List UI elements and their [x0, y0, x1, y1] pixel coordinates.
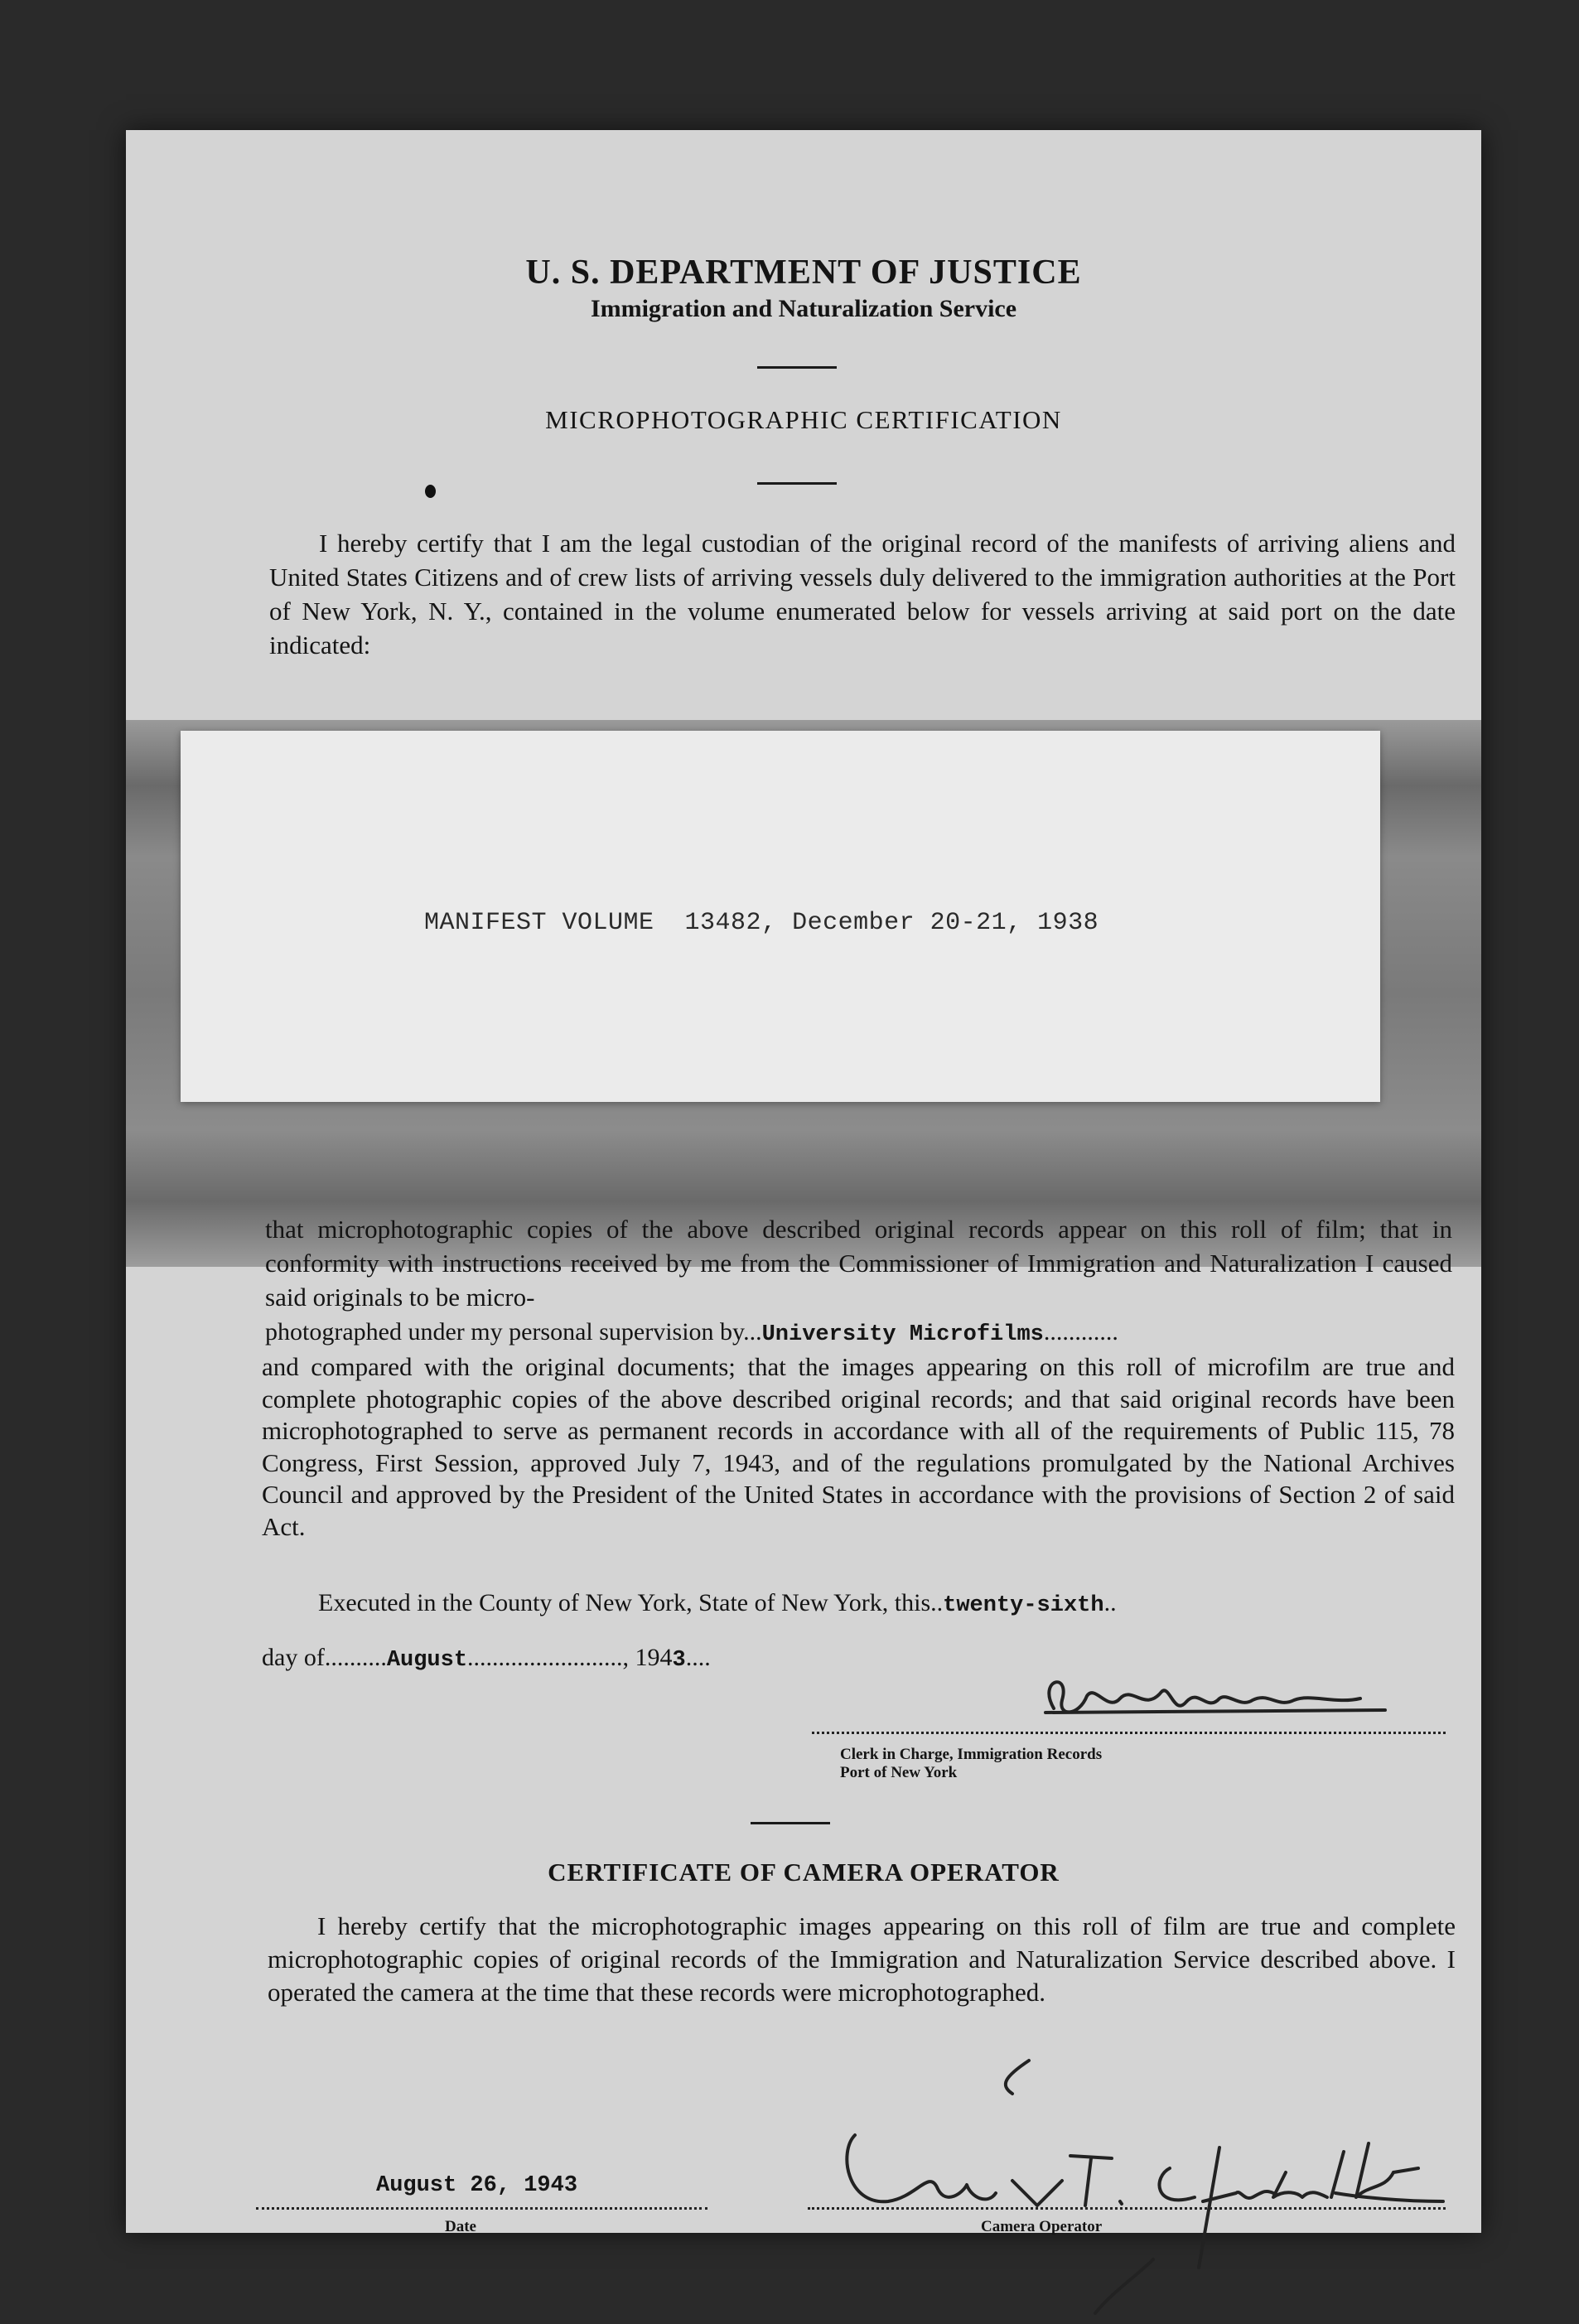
- date-line: day of..........August........................., 1943....: [262, 1644, 711, 1673]
- year-digit: 3: [672, 1648, 686, 1673]
- date-label: Date: [445, 2218, 476, 2235]
- clerk-title: [840, 1746, 1102, 1782]
- clerk-title-line1: Clerk in Charge, Immigration Records: [840, 1746, 1103, 1763]
- camera-certificate-heading: CERTIFICATE OF CAMERA OPERATOR: [548, 1858, 1060, 1887]
- camera-operator-signature: [822, 2027, 1476, 2317]
- section-divider: [751, 1822, 830, 1824]
- supervision-prefix: photographed under my personal supervision by: [265, 1318, 744, 1346]
- heading-divider: [757, 482, 837, 485]
- ink-dot: [425, 485, 436, 498]
- year-prefix: , 194: [622, 1644, 673, 1671]
- clerk-signature-line: [812, 1732, 1446, 1734]
- body-paragraph-start: that microphotographic copies of the above described original records appear on this roll of film; that in conformity with instructions received by me from the Commissioner of Immigration and Naturalization I caused said originals to be micro-: [265, 1215, 1452, 1312]
- clerk-signature: [921, 1667, 1460, 1729]
- execution-line: Executed in the County of New York, State of New York, this..twenty-sixth..: [318, 1589, 1117, 1618]
- supervision-value: University Microfilms: [761, 1322, 1044, 1347]
- certification-heading: MICROPHOTOGRAPHIC CERTIFICATION: [545, 405, 1062, 434]
- operator-signature-line: [808, 2207, 1446, 2210]
- camera-certificate-paragraph: I hereby certify that the microphotographic images appearing on this roll of film are true and complete microphotographic copies of original records of the Immigration and Naturalization Service described above. I operated the camera at the time that these records were microphotographed.: [268, 1911, 1456, 2007]
- certificate-date-value: August 26, 1943: [376, 2173, 578, 2198]
- clerk-title-line2: Port of New York: [840, 1764, 958, 1781]
- supervision-line: photographed under my personal supervision by...University Microfilms............: [265, 1318, 1118, 1347]
- execution-prefix: Executed in the County of New York, State of New York, this: [318, 1589, 931, 1616]
- month-value: August: [386, 1648, 468, 1673]
- day-of-label: day of: [262, 1644, 325, 1671]
- header-divider: [757, 366, 837, 369]
- intro-paragraph: I hereby certify that I am the legal custodian of the original record of the manifests of arriving aliens and United States Citizens and of crew lists of arriving vessels duly delivered to the immigration authorities at the Port of New York, N. Y., contained in the volume enumerated below for vessels arriving at said port on the date indicated:: [269, 529, 1456, 660]
- execution-day-value: twenty-sixth: [943, 1593, 1104, 1618]
- department-title: U. S. DEPARTMENT OF JUSTICE: [525, 254, 1082, 292]
- camera-operator-label: Camera Operator: [981, 2218, 1103, 2235]
- service-subtitle: Immigration and Naturalization Service: [590, 295, 1017, 322]
- body-paragraph-end: and compared with the original documents; that the images appearing on this roll of microfilm are true and complete photographic copies of the above described original records; and that said original records have been microphotographed to serve as permanent records in accordance with all of the requirements of Public 115, 78 Congress, First Session, approved July 7, 1943, and of the regulations promulgated by the National Archives Council and approved by the President of the United States in accordance with the provisions of Section 2 of said Act.: [262, 1352, 1455, 1541]
- manifest-volume-line: MANIFEST VOLUME 13482, December 20-21, 1938: [424, 909, 1099, 937]
- certificate-page: [126, 130, 1481, 2233]
- date-signature-line: [256, 2207, 707, 2210]
